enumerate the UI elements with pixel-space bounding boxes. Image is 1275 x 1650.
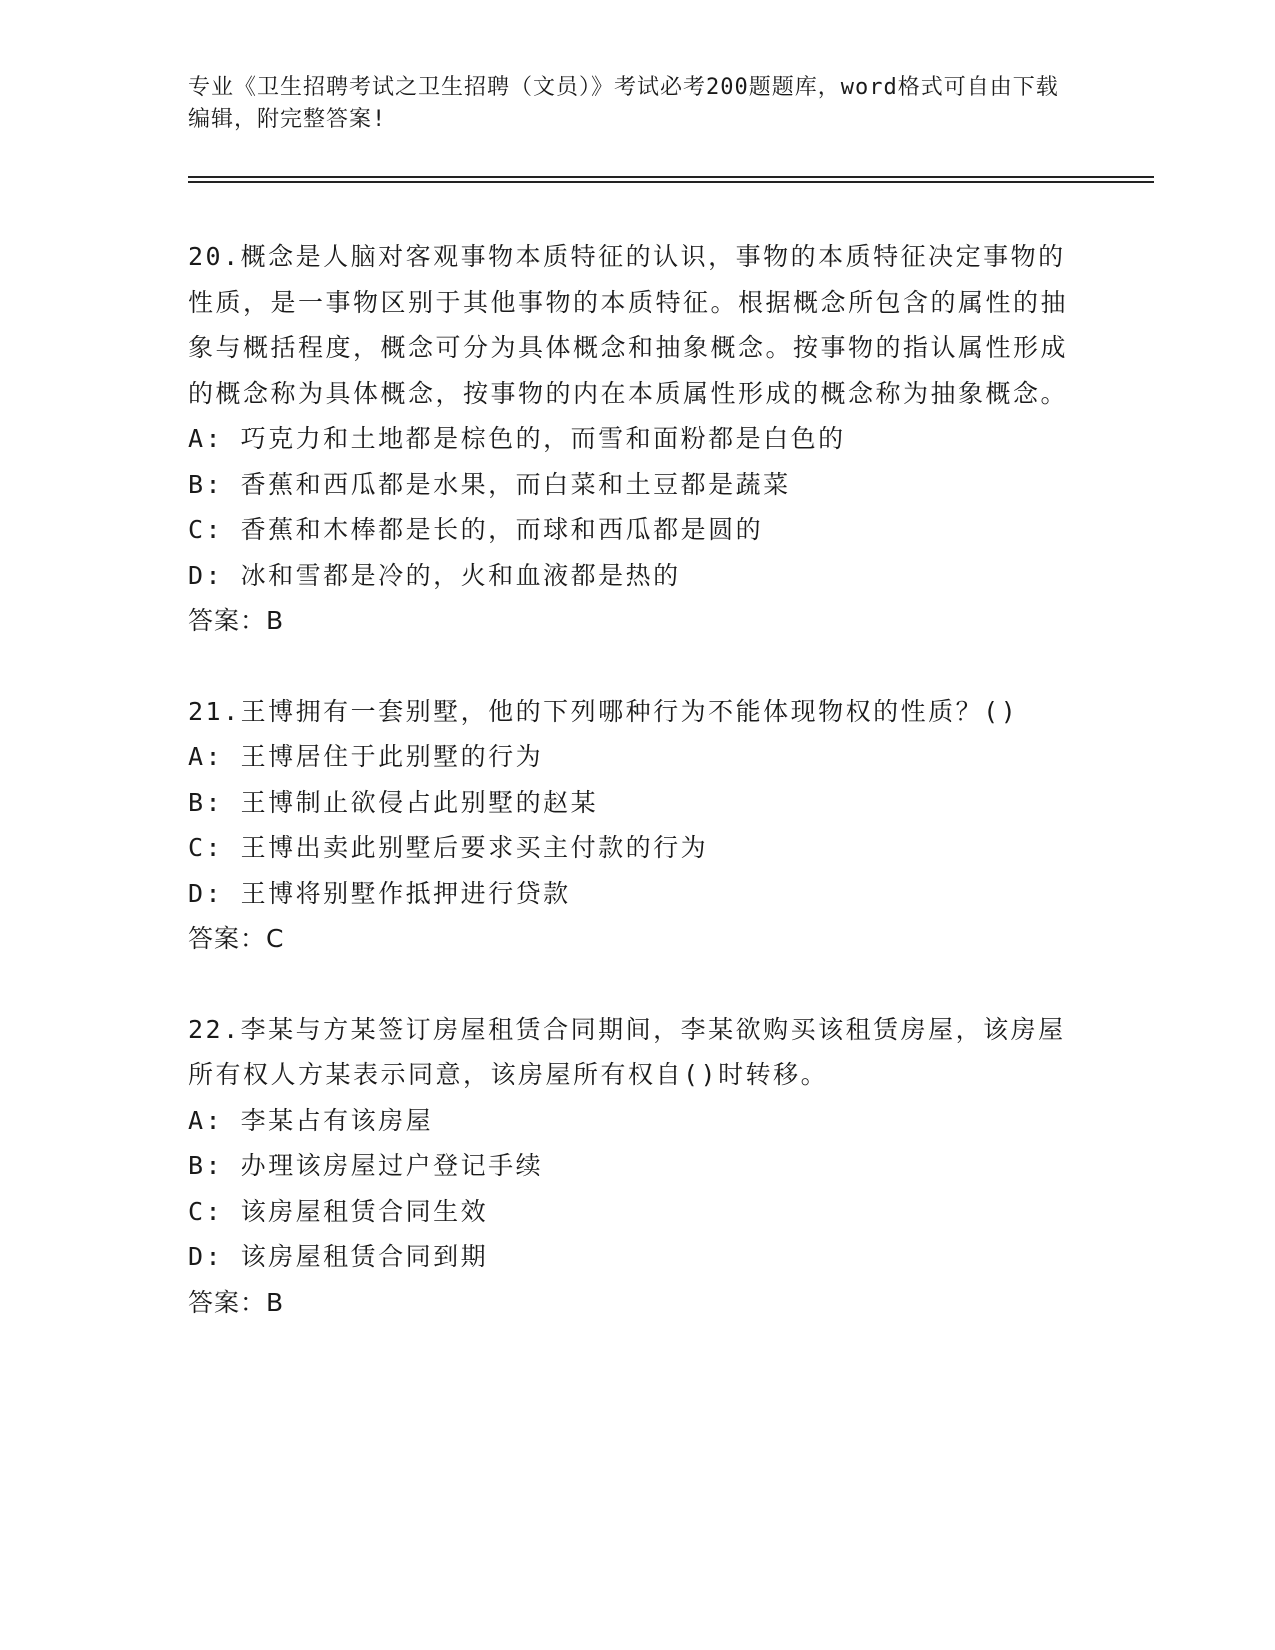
option-c: C: 香蕉和木棒都是长的，而球和西瓜都是圆的 (188, 515, 764, 544)
answer-line: 答案：C (188, 924, 285, 953)
option-c: C: 该房屋租赁合同生效 (188, 1196, 489, 1226)
option-a: A: 巧克力和土地都是棕色的，而雪和面粉都是白色的 (188, 424, 846, 453)
header-divider-bottom (188, 181, 1154, 183)
question-20 (188, 234, 1088, 644)
option-a: A: 李某占有该房屋 (188, 1105, 434, 1135)
option-d: D: 该房屋租赁合同到期 (188, 1242, 489, 1271)
answer-line: 答案：B (188, 606, 285, 635)
option-d: D: 冰和雪都是冷的，火和血液都是热的 (188, 560, 681, 590)
question-text: 20.概念是人脑对客观事物本质特征的认识，事物的本质特征决定事物的性质，是一事物区别于其他事物的本质特征。根据概念所包含的属性的抽象与概括程度，概念可分为具体概念和抽象概念。按事物的指认属性形成的概念称为具体概念，按事物的内在本质属性形成的概念称为抽象概念。 (188, 242, 1069, 408)
header-divider-top (188, 176, 1154, 178)
option-b: B: 办理该房屋过户登记手续 (188, 1151, 544, 1180)
answer-line: 答案：B (188, 1287, 285, 1317)
option-d: D: 王博将别墅作抵押进行贷款 (188, 878, 571, 908)
question-text: 21.王博拥有一套别墅，他的下列哪种行为不能体现物权的性质？() (188, 696, 1019, 726)
question-22 (188, 1007, 1088, 1326)
option-c: C: 王博出卖此别墅后要求买主付款的行为 (188, 833, 709, 862)
document-header (188, 72, 1068, 136)
question-text: 22.李某与方某签订房屋租赁合同期间，李某欲购买该租赁房屋，该房屋所有权人方某表示同意，该房屋所有权自()时转移。 (188, 1014, 1066, 1089)
option-b: B: 王博制止欲侵占此别墅的赵某 (188, 787, 599, 817)
option-a: A: 王博居住于此别墅的行为 (188, 742, 544, 771)
header-intro-text: 专业《卫生招聘考试之卫生招聘（文员）》考试必考200题题库，word格式可自由下载编辑，附完整答案! (188, 75, 1059, 132)
question-21 (188, 689, 1088, 962)
question-list (188, 234, 1088, 1370)
option-b: B: 香蕉和西瓜都是水果，而白菜和土豆都是蔬菜 (188, 469, 791, 499)
